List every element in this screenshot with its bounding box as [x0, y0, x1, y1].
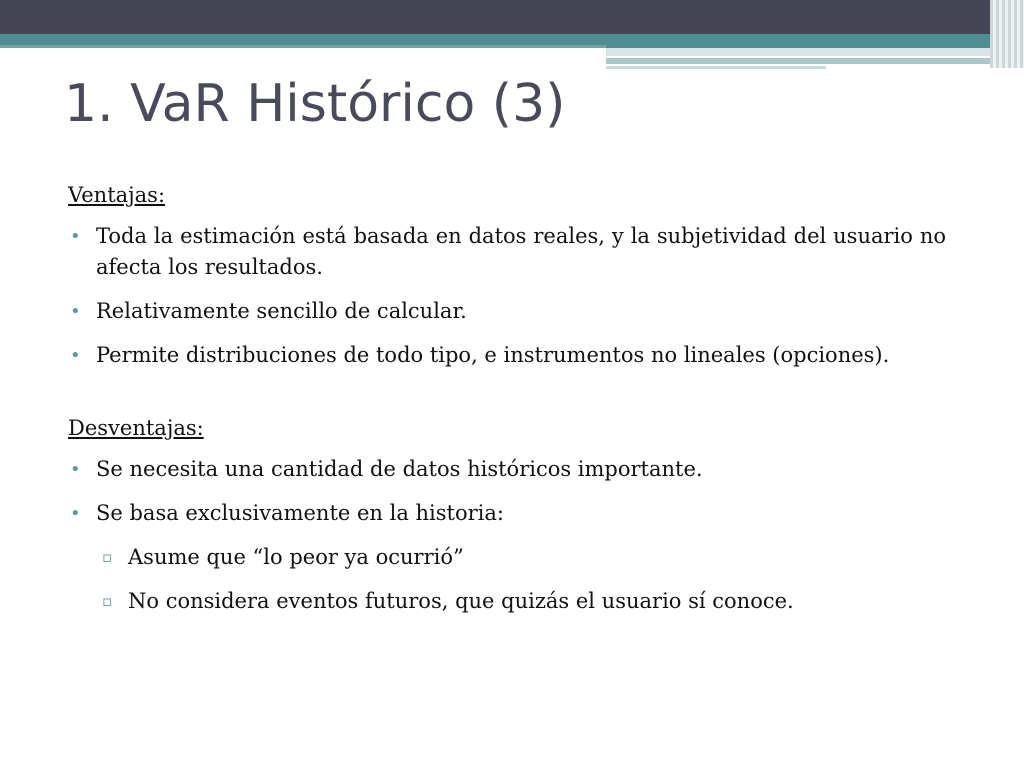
header-band-light-2 [606, 58, 1006, 64]
sub-list-item [68, 586, 946, 617]
bullet-dot-icon: • [70, 301, 81, 322]
header-vertical-stripes [990, 0, 1024, 68]
header-band-light-3 [606, 66, 826, 69]
list-item [68, 296, 946, 327]
sub-list-item-text: No considera eventos futuros, que quizás el usuario sí conoce. [128, 589, 794, 613]
header-band-line [0, 45, 606, 48]
list-item-text: Se basa exclusivamente en la historia: [96, 501, 504, 525]
bullet-dot-icon: • [70, 345, 81, 366]
bullet-dot-icon: • [70, 503, 81, 524]
list-item [68, 498, 946, 529]
list-item [68, 454, 946, 485]
list-item-text: Relativamente sencillo de calcular. [96, 299, 467, 323]
bullet-square-icon: ▫ [102, 548, 113, 566]
sub-list-item-text: Asume que “lo peor ya ocurrió” [128, 545, 464, 569]
list-item-text: Toda la estimación está basada en datos reales, y la subjetividad del usuario no afecta los resultados. [96, 224, 946, 279]
header-band-dark [0, 0, 1024, 34]
ventajas-list [68, 221, 946, 371]
desventajas-heading: Desventajas: [68, 416, 204, 440]
ventajas-heading: Ventajas: [68, 183, 166, 207]
list-item [68, 221, 946, 283]
slide-content [68, 180, 946, 630]
desventajas-list [68, 454, 946, 617]
bullet-dot-icon: • [70, 459, 81, 480]
list-item [68, 340, 946, 371]
list-item-text: Permite distribuciones de todo tipo, e instrumentos no lineales (opciones). [96, 343, 890, 367]
bullet-square-icon: ▫ [102, 592, 113, 610]
header-band-light-1 [606, 48, 1006, 56]
sub-list-item [68, 542, 946, 573]
bullet-dot-icon: • [70, 226, 81, 247]
slide-title: 1. VaR Histórico (3) [64, 74, 566, 134]
list-item-text: Se necesita una cantidad de datos históricos importante. [96, 457, 703, 481]
